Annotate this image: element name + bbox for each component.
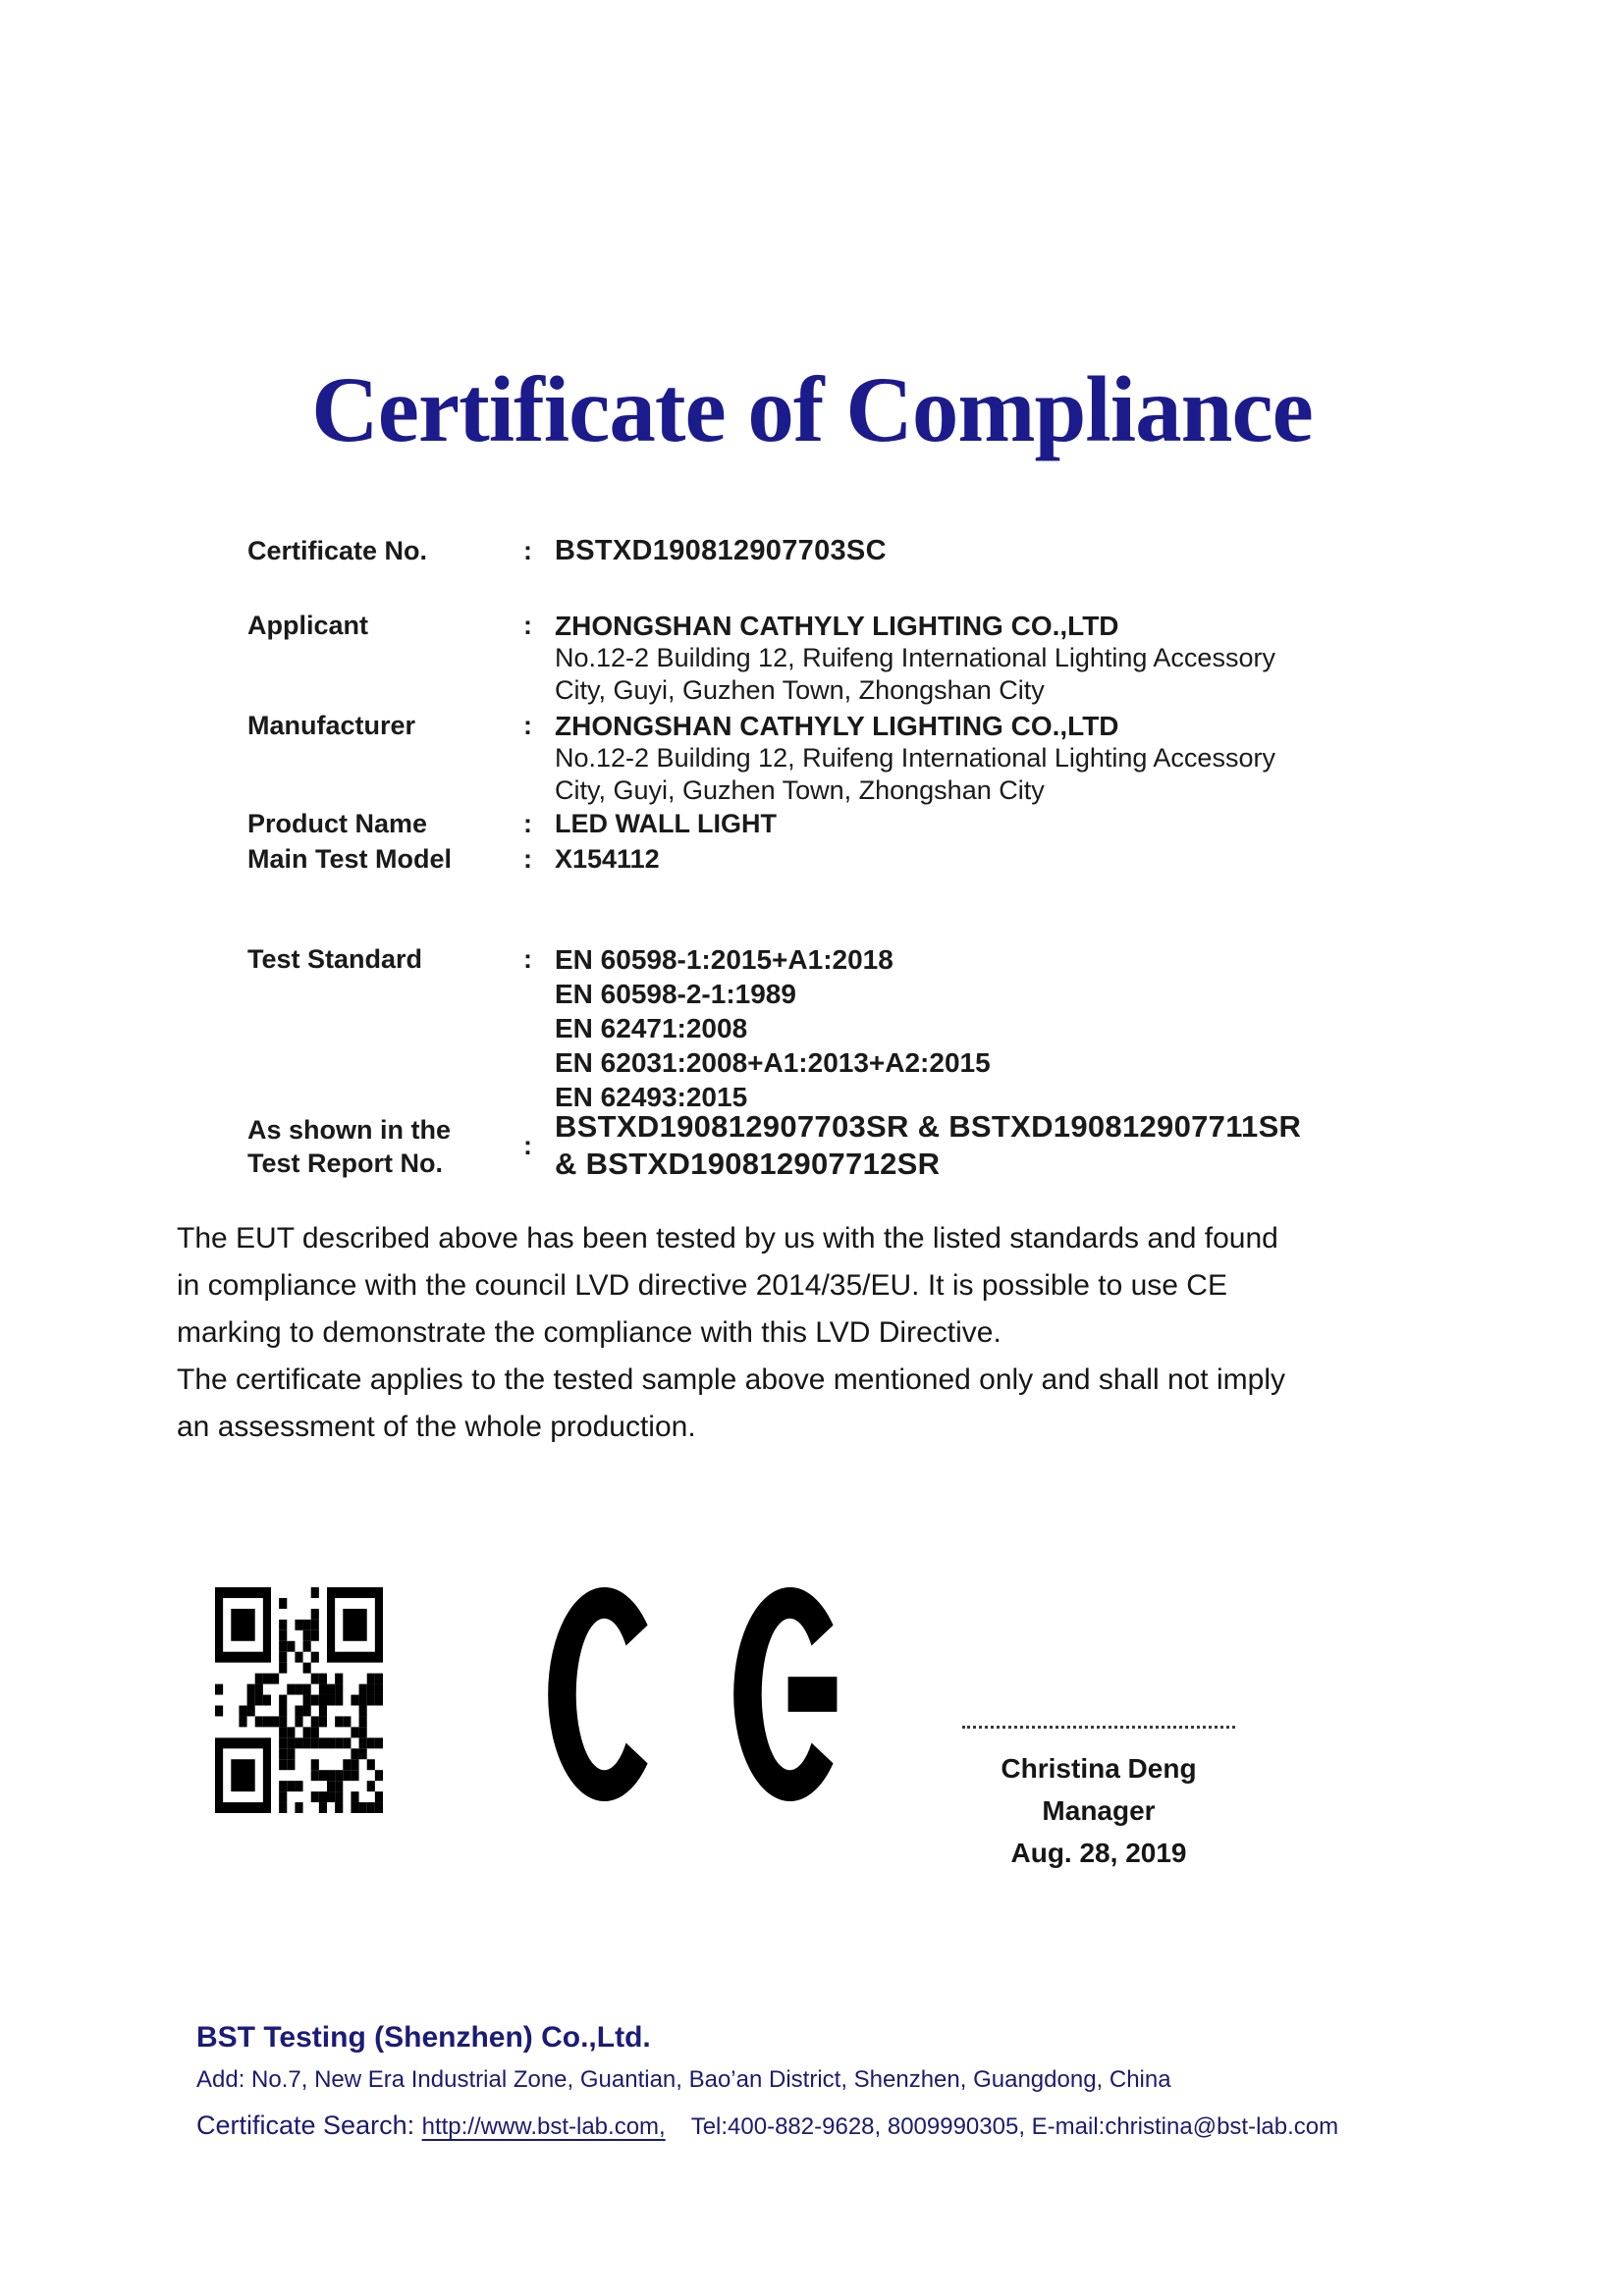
signatory-title: Manager bbox=[1042, 1795, 1156, 1826]
ce-mark-letter-c-icon bbox=[548, 1587, 661, 1801]
test-standard-line: EN 62031:2008+A1:2013+A2:2015 bbox=[555, 1047, 991, 1078]
field-colon: : bbox=[523, 944, 532, 974]
certificate-title: Certificate of Compliance bbox=[311, 357, 1313, 461]
field-label-line: As shown in the bbox=[247, 1115, 452, 1145]
certificate-search-url: http://www.bst-lab.com, bbox=[421, 2113, 666, 2140]
field-colon: : bbox=[523, 536, 532, 565]
footer-contact-info: Tel:400-882-9628, 8009990305, E-mail:christina@bst-lab.com bbox=[690, 2113, 1339, 2140]
ce-mark-letter-e-icon bbox=[733, 1587, 846, 1801]
statement-line: in compliance with the council LVD directive 2014/35/EU. It is possible to use CE bbox=[177, 1269, 1227, 1302]
field-label-line: Test Report No. bbox=[247, 1148, 444, 1178]
field-row-certificate-no bbox=[247, 535, 1465, 567]
statement-paragraph bbox=[177, 1215, 1483, 1451]
test-standard-line: EN 60598-2-1:1989 bbox=[555, 979, 796, 1009]
applicant-name: ZHONGSHAN CATHYLY LIGHTING CO.,LTD bbox=[555, 611, 1119, 641]
manufacturer-name: ZHONGSHAN CATHYLY LIGHTING CO.,LTD bbox=[555, 711, 1119, 741]
statement-line: marking to demonstrate the compliance with this LVD Directive. bbox=[177, 1316, 1001, 1349]
statement-line: The certificate applies to the tested sample above mentioned only and shall not imply bbox=[177, 1363, 1285, 1396]
field-colon: : bbox=[523, 1130, 532, 1160]
footer bbox=[196, 2020, 1502, 2143]
field-colon: : bbox=[523, 809, 532, 838]
field-label: Product Name bbox=[247, 809, 428, 838]
product-name: LED WALL LIGHT bbox=[555, 809, 777, 838]
lab-name: BST Testing (Shenzhen) Co.,Ltd. bbox=[196, 2021, 651, 2054]
signatory-name: Christina Deng bbox=[1001, 1753, 1197, 1784]
certificate-number: BSTXD190812907703SC bbox=[555, 535, 887, 566]
field-row-manufacturer bbox=[247, 710, 1465, 807]
statement-line: an assessment of the whole production. bbox=[177, 1411, 696, 1443]
main-test-model: X154112 bbox=[555, 844, 660, 874]
field-row-main-test-model bbox=[247, 843, 1465, 876]
signature-block bbox=[932, 1726, 1266, 1870]
applicant-address-line: No.12-2 Building 12, Ruifeng International Lighting Accessory bbox=[555, 643, 1275, 672]
certificate-fields bbox=[247, 535, 1465, 1183]
field-row-product-name bbox=[247, 808, 1465, 840]
field-label: Test Standard bbox=[247, 944, 423, 974]
test-report-number-line: & BSTXD190812907712SR bbox=[555, 1147, 941, 1181]
certificate-search-line bbox=[196, 2109, 1502, 2143]
field-label: Manufacturer bbox=[247, 711, 416, 740]
field-row-test-report bbox=[247, 1108, 1465, 1183]
applicant-address-line: City, Guyi, Guzhen Town, Zhongshan City bbox=[555, 675, 1045, 705]
field-colon: : bbox=[523, 611, 532, 640]
field-row-applicant bbox=[247, 610, 1465, 707]
test-standard-line: EN 62493:2015 bbox=[555, 1082, 748, 1112]
signature-dotted-line bbox=[962, 1726, 1235, 1729]
field-colon: : bbox=[523, 711, 532, 740]
test-standard-line: EN 60598-1:2015+A1:2018 bbox=[555, 944, 893, 975]
issue-date: Aug. 28, 2019 bbox=[1010, 1838, 1187, 1868]
statement-line: The EUT described above has been tested by us with the listed standards and found bbox=[177, 1222, 1278, 1255]
field-label: Applicant bbox=[247, 611, 369, 640]
field-label: Certificate No. bbox=[247, 536, 428, 565]
qr-code-icon bbox=[215, 1587, 383, 1813]
manufacturer-address-line: City, Guyi, Guzhen Town, Zhongshan City bbox=[555, 775, 1045, 805]
field-colon: : bbox=[523, 844, 532, 874]
lab-address: Add: No.7, New Era Industrial Zone, Guantian, Bao’an District, Shenzhen, Guangdong, China bbox=[196, 2066, 1171, 2093]
field-label: Main Test Model bbox=[247, 844, 453, 874]
manufacturer-address-line: No.12-2 Building 12, Ruifeng International Lighting Accessory bbox=[555, 743, 1275, 773]
test-report-number-line: BSTXD190812907703SR & BSTXD190812907711SR bbox=[555, 1109, 1302, 1144]
test-standard-line: EN 62471:2008 bbox=[555, 1013, 748, 1043]
field-row-test-standard bbox=[247, 942, 1465, 1114]
certificate-search-label: Certificate Search: bbox=[196, 2110, 415, 2140]
